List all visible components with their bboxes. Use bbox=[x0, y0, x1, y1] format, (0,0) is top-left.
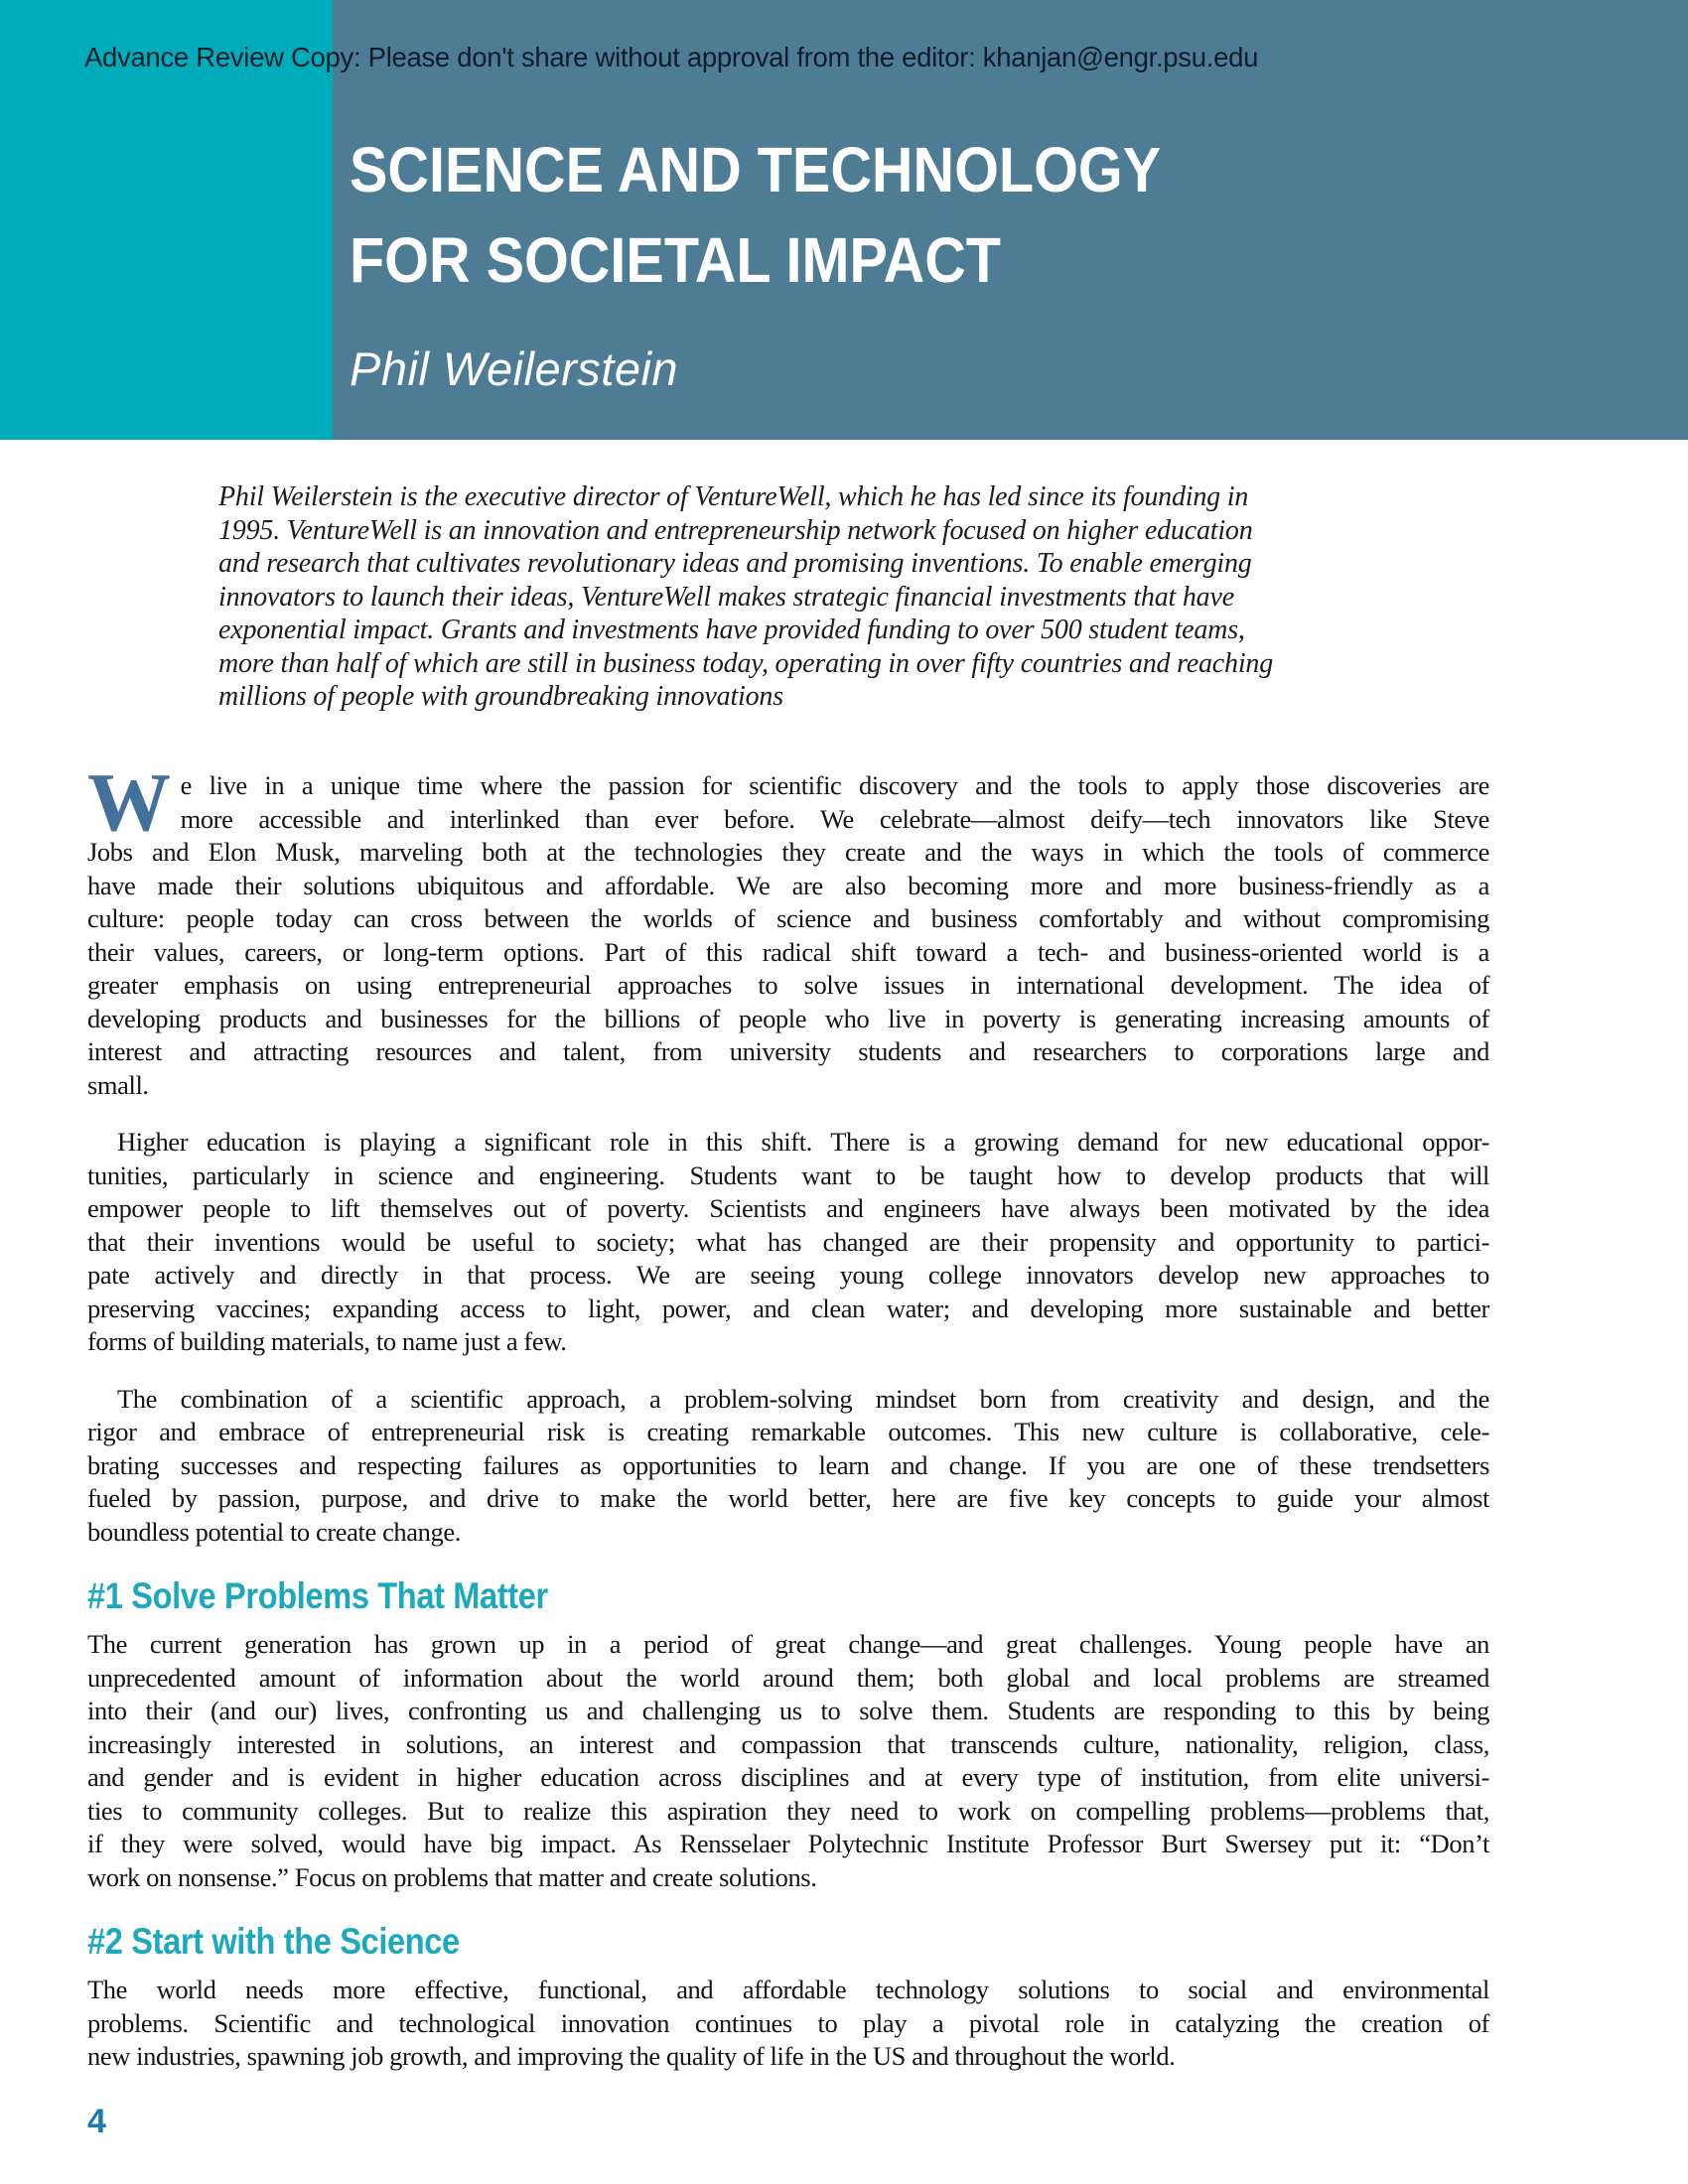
review-banner-notice: Advance Review Copy: Please don't share without approval from the editor: khanjan@engr.psu.edu bbox=[84, 42, 1259, 72]
body-line: into their (and our) lives, confronting us and challenging us to solve them. Students are responding to this by being bbox=[87, 1696, 1489, 1725]
body-line: preserving vaccines; expanding access to light, power, and clean water; and developing more sustainable and better bbox=[87, 1293, 1489, 1323]
author-name: Phil Weilerstein bbox=[350, 342, 679, 395]
body-line: new industries, spawning job growth, and improving the quality of life in the US and throughout the world. bbox=[87, 2041, 1176, 2071]
body-line: The current generation has grown up in a period of great change—and great challenges. Young people have an bbox=[87, 1629, 1489, 1659]
body-line: unprecedented amount of information about the world around them; both global and local problems are streamed bbox=[87, 1662, 1489, 1693]
bio-line: and research that cultivates revolutionary ideas and promising inventions. To enable emerging bbox=[218, 548, 1252, 579]
dropcap-letter: W bbox=[87, 756, 171, 849]
section-heading: #1 Solve Problems That Matter bbox=[87, 1575, 548, 1616]
chapter-title-line-1: SCIENCE AND TECHNOLOGY bbox=[350, 134, 1162, 205]
body-line: Jobs and Elon Musk, marveling both at the technologies they create and the ways in which the tools of commerce bbox=[87, 837, 1489, 867]
author-bio bbox=[218, 480, 1273, 714]
body-line: problems. Scientific and technological innovation continues to play a pivotal role in catalyzing the creation of bbox=[87, 2007, 1489, 2038]
body-line: ties to community colleges. But to realize this aspiration they need to work on compelling problems—problems that, bbox=[87, 1795, 1489, 1826]
paragraph bbox=[87, 1383, 1489, 1550]
body-line: The world needs more effective, functional, and affordable technology solutions to social and environmental bbox=[87, 1975, 1489, 2004]
body-line: fueled by passion, purpose, and drive to make the world better, here are five key concepts to guide your almost bbox=[87, 1483, 1489, 1513]
chapter-title bbox=[350, 125, 1251, 306]
paragraph bbox=[87, 1974, 1489, 2074]
masthead bbox=[0, 0, 1688, 440]
body-line: empower people to lift themselves out of poverty. Scientists and engineers have always been motivated by the idea bbox=[87, 1193, 1489, 1223]
body-line: interest and attracting resources and talent, from university students and researchers to corporations large and bbox=[87, 1036, 1489, 1066]
body-line: rigor and embrace of entrepreneurial risk is creating remarkable outcomes. This new culture is collaborative, cele- bbox=[87, 1417, 1489, 1446]
body-line: if they were solved, would have big impact. As Rensselaer Polytechnic Institute Professor Burt Swersey put it: “Don’t bbox=[87, 1829, 1489, 1858]
body-line: tunities, particularly in science and engineering. Students want to be taught how to develop products that will bbox=[87, 1160, 1489, 1190]
bio-line: Phil Weilerstein is the executive director of VentureWell, which he has led since its founding in bbox=[218, 481, 1249, 512]
bio-line: more than half of which are still in business today, operating in over fifty countries and reaching bbox=[218, 647, 1274, 679]
section-heading: #2 Start with the Science bbox=[87, 1921, 460, 1962]
chapter-title-line-2: FOR SOCIETAL IMPACT bbox=[350, 224, 1001, 296]
paragraph bbox=[87, 756, 1489, 1102]
body-line: brating successes and respecting failures as opportunities to learn and change. If you are one of these trendsetters bbox=[87, 1449, 1489, 1480]
body-line: their values, careers, or long-term options. Part of this radical shift toward a tech- and business-oriented world is a bbox=[87, 936, 1489, 967]
body-line: boundless potential to create change. bbox=[87, 1516, 461, 1547]
body-line: and gender and is evident in higher education across disciplines and at every type of institution, from elite universi- bbox=[87, 1762, 1489, 1792]
page-number: 4 bbox=[87, 2103, 106, 2140]
body-line: increasingly interested in solutions, an interest and compassion that transcends culture, nationality, religion, class, bbox=[87, 1728, 1489, 1759]
paragraph bbox=[87, 1126, 1489, 1359]
body-line: developing products and businesses for the billions of people who live in poverty is generating increasing amounts of bbox=[87, 1003, 1489, 1033]
body-line: small. bbox=[87, 1069, 149, 1100]
paragraph bbox=[87, 1628, 1489, 1894]
body-line: have made their solutions ubiquitous and affordable. We are also becoming more and more business-friendly as a bbox=[87, 870, 1489, 900]
body-line: work on nonsense.” Focus on problems that matter and create solutions. bbox=[87, 1861, 817, 1892]
body-line: that their inventions would be useful to society; what has changed are their propensity and opportunity to partici- bbox=[87, 1226, 1489, 1257]
bio-line: exponential impact. Grants and investments have provided funding to over 500 student teams, bbox=[218, 614, 1245, 645]
body-line: The combination of a scientific approach, a problem-solving mindset born from creativity and design, and the bbox=[117, 1383, 1489, 1414]
body-line: more accessible and interlinked than ever before. We celebrate—almost deify—tech innovators like Steve bbox=[180, 803, 1489, 834]
body-line: culture: people today can cross between the worlds of science and business comfortably and without compromising bbox=[87, 903, 1489, 933]
bio-line: 1995. VentureWell is an innovation and entrepreneurship network focused on higher education bbox=[218, 514, 1253, 546]
body-line: forms of building materials, to name just a few. bbox=[87, 1326, 567, 1356]
body-line: We live in a unique time where the passion for scientific discovery and the tools to apply those discoveries are bbox=[87, 756, 1489, 849]
body-line: pate actively and directly in that process. We are seeing young college innovators develop new approaches to bbox=[87, 1260, 1489, 1290]
bio-line: innovators to launch their ideas, VentureWell makes strategic financial investments that have bbox=[218, 581, 1234, 613]
article-body bbox=[87, 756, 1489, 2074]
body-line: Higher education is playing a significant role in this shift. There is a growing demand for new educational oppor- bbox=[117, 1127, 1489, 1157]
body-line: greater emphasis on using entrepreneurial approaches to solve issues in international development. The idea of bbox=[87, 970, 1489, 1000]
bio-line: millions of people with groundbreaking innovations bbox=[218, 681, 783, 712]
